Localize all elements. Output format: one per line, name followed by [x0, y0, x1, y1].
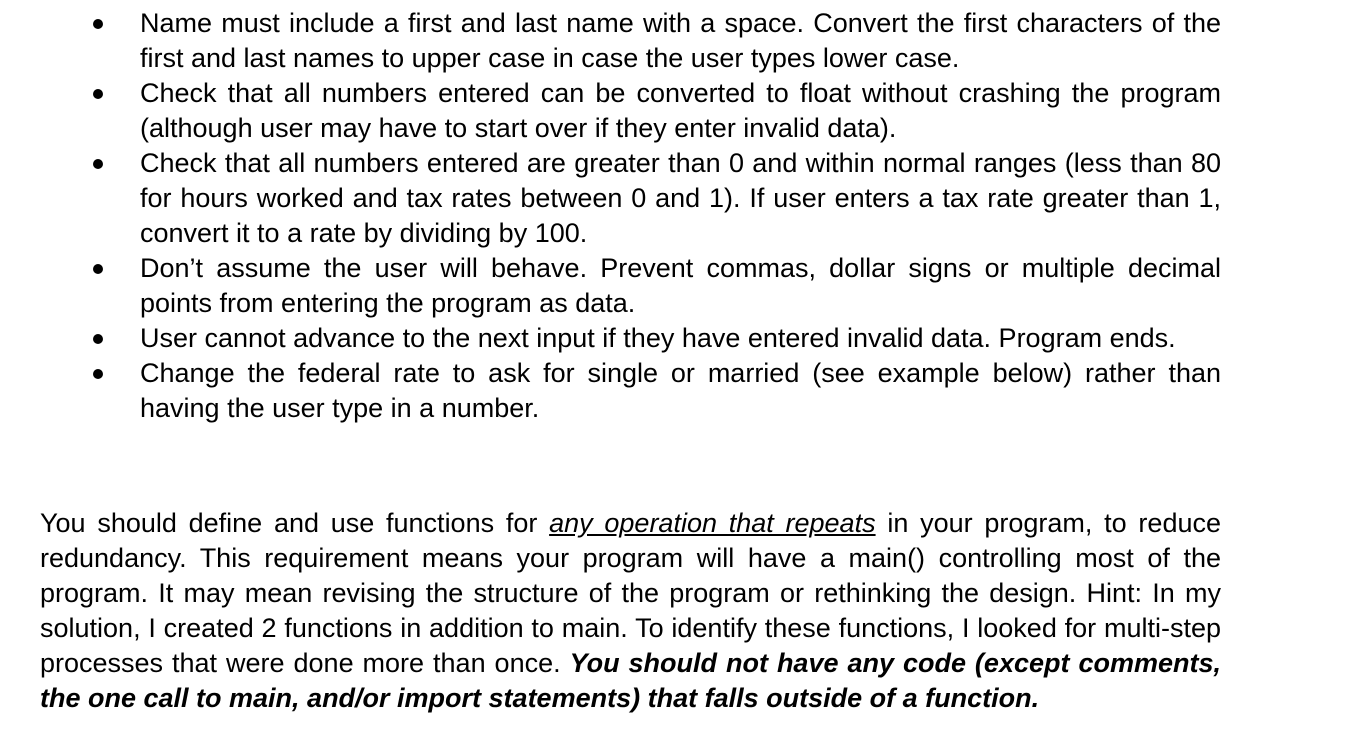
list-item-text: Change the federal rate to ask for single or married (see example below) rather than having the user type in a number.: [140, 358, 1221, 423]
list-item: [0, 356, 1358, 426]
list-item-text: Don’t assume the user will behave. Prevent commas, dollar signs or multiple decimal points from entering the program as data.: [140, 253, 1221, 318]
list-item-text: Check that all numbers entered are greater than 0 and within normal ranges (less than 80 for hours worked and tax rates between 0 and 1). If user enters a tax rate greater than 1, convert it to a rate by dividing by 100.: [140, 148, 1221, 248]
requirements-list: [0, 6, 1358, 426]
list-item: [0, 321, 1358, 356]
bullet-icon: [93, 19, 103, 29]
list-item: [0, 6, 1358, 76]
bullet-icon: [93, 369, 103, 379]
paragraph-text-start: You should define and use functions for: [40, 508, 550, 538]
paragraph-emphasis: any operation that repeats: [549, 508, 876, 538]
list-item: [0, 146, 1358, 251]
functions-paragraph: [40, 506, 1221, 715]
list-item-text: User cannot advance to the next input if they have entered invalid data. Program ends.: [140, 323, 1176, 353]
list-item-text: Name must include a first and last name with a space. Convert the first characters of the first and last names to upper case in case the user types lower case.: [140, 8, 1221, 73]
paragraph-bold-note: You should not have any code (except comments, the one call to main, and/or import statements) that falls outside of a function.: [40, 647, 1221, 713]
bullet-icon: [93, 89, 103, 99]
bullet-icon: [93, 159, 103, 169]
list-item-text: Check that all numbers entered can be converted to float without crashing the program (although user may have to start over if they enter invalid data).: [140, 78, 1221, 143]
paragraph-text-middle: in your program, to reduce redundancy. This requirement means your program will have a main() controlling most of the program. It may mean revising the structure of the program or rethinking the design. Hint: In my solution, I created 2 functions in addition to main. To identify these functions, I looked for multi-step processes that were done more than once.: [40, 508, 1221, 678]
bullet-icon: [93, 264, 103, 274]
list-item: [0, 251, 1358, 321]
bullet-icon: [93, 334, 103, 344]
list-item: [0, 76, 1358, 146]
